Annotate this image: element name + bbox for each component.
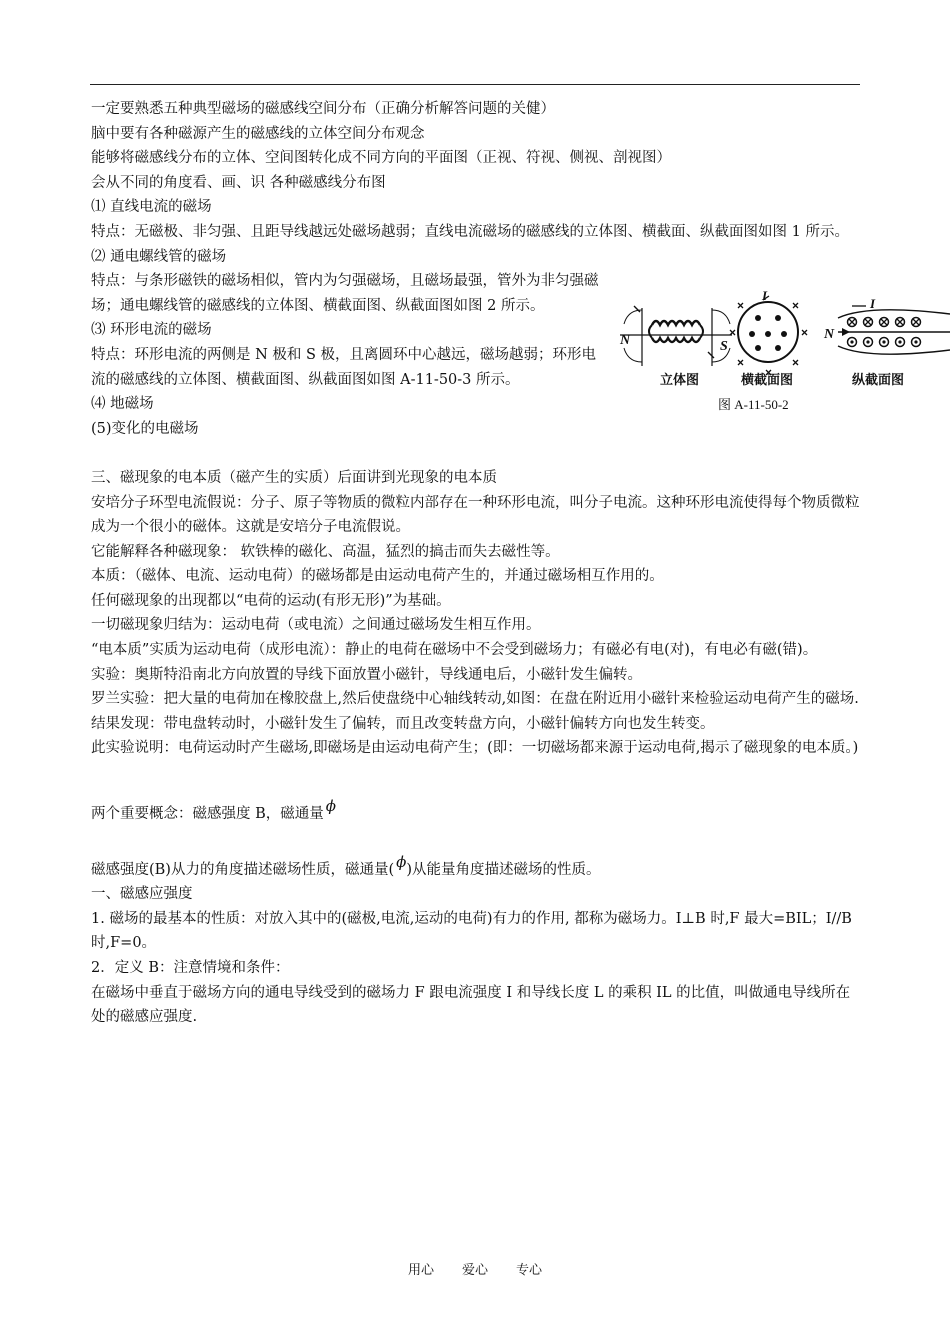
solenoid-figure	[612, 278, 950, 418]
paragraph: 1. 磁场的最基本的性质：对放入其中的(磁极,电流,运动的电荷)有力的作用, 都称为磁场力。I⊥B 时,F 最大=BIL；I//B 时,F=0。	[91, 910, 852, 952]
section-heading: 三、磁现象的电本质（磁产生的实质）后面讲到光现象的电本质	[91, 469, 497, 486]
letter-i-long: I	[870, 296, 876, 311]
paragraph: 此实验说明：电荷运动时产生磁场,即磁场是由运动电荷产生；(即：一切磁场都来源于运动电荷,揭示了磁现象的电本质。)	[91, 740, 859, 757]
concept-text: )从能量角度描述磁场的性质。	[406, 861, 601, 878]
concept-text: 两个重要概念：磁感强度 B，磁通量	[91, 806, 324, 823]
label-longitudinal-section: 纵截面图	[852, 372, 905, 387]
solenoid-diagram	[612, 278, 950, 394]
paragraph: 会从不同的角度看、画、识 各种磁感线分布图	[91, 174, 386, 191]
paragraph: 结果发现：带电盘转动时，小磁针发生了偏转，而且改变转盘方向，小磁针偏转方向也发生转变。	[91, 715, 715, 732]
phi-symbol: ϕ	[325, 797, 336, 816]
section-heading: ⑴ 直线电流的磁场	[91, 199, 212, 216]
paragraph: 任何磁现象的出现都以“电荷的运动(有形无形)”为基础。	[91, 592, 451, 609]
section-heading: ⑶ 环形电流的磁场	[91, 322, 212, 339]
concept-text: 磁感强度(B)从力的角度描述磁场性质，磁通量(	[91, 861, 395, 878]
footer-word: 用心	[407, 1263, 434, 1278]
paragraph: 2．定义 B：注意情境和条件：	[91, 960, 290, 976]
section-heading: (5)变化的电磁场	[91, 420, 199, 437]
phi-symbol: ϕ	[396, 852, 407, 871]
paragraph: 在磁场中垂直于磁场方向的通电导线受到的磁场力 F 跟电流强度 I 和导线长度 L 的乘积 IL 的比值，叫做通电导线所在处的磁感应强度.	[91, 984, 851, 1026]
header-rule	[90, 84, 860, 85]
paragraph: 实验：奥斯特沿南北方向放置的导线下面放置小磁针，导线通电后，小磁针发生偏转。	[91, 666, 642, 683]
document-body	[91, 97, 861, 1030]
concept-line	[91, 852, 861, 883]
footer-word: 专心	[516, 1263, 543, 1278]
paragraph: 安培分子环型电流假说：分子、原子等物质的微粒内部存在一种环形电流，叫分子电流。这种环形电流使得每个物质微粒成为一个很小的磁体。这就是安培分子电流假说。	[91, 494, 860, 536]
section-heading: ⑷ 地磁场	[91, 396, 154, 413]
page-footer	[0, 1259, 950, 1278]
concept-line	[91, 797, 861, 827]
label-cross-section: 横截面图	[741, 372, 794, 387]
paragraph: 特点：无磁极、非匀强、且距导线越远处磁场越弱；直线电流磁场的磁感线的立体图、横截面、纵截面图如图 1 所示。	[91, 223, 849, 240]
paragraph: 本质：（磁体、电流、运动电荷）的磁场都是由运动电荷产生的，并通过磁场相互作用的。	[91, 568, 664, 585]
paragraph: 一切磁现象归结为：运动电荷（或电流）之间通过磁场发生相互作用。	[91, 617, 541, 634]
paragraph: 特点：环形电流的两侧是 N 极和 S 极，且离圆环中心越远，磁场越弱；环形电流的磁感线的立体图、横截面图、纵截面图如图 A-11-50-3 所示。	[91, 346, 597, 388]
label-3d-view: 立体图	[660, 372, 700, 387]
footer-word: 爱心	[461, 1263, 488, 1278]
paragraph: 脑中要有各种磁源产生的磁感线的立体空间分布观念	[91, 125, 425, 142]
paragraph: 罗兰实验：把大量的电荷加在橡胶盘上,然后使盘绕中心轴线转动,如图：在盘在附近用小磁针来检验运动电荷产生的磁场.	[91, 691, 859, 708]
paragraph: 特点：与条形磁铁的磁场相似，管内为匀强磁场，且磁场最强，管外为非匀强磁场；通电螺线管的磁感线的立体图、横截面图、纵截面图如图 2 所示。	[91, 273, 599, 314]
letter-n: N	[620, 333, 631, 348]
solenoid-3d-view	[620, 306, 732, 366]
solenoid-longitudinal-section	[838, 306, 950, 354]
letter-s: S	[720, 339, 728, 354]
solenoid-cross-section	[730, 296, 807, 375]
letter-i-cross: I	[762, 288, 768, 303]
figure-caption: 图 A-11-50-2	[718, 397, 789, 412]
paragraph: “电本质”实质为运动电荷（成形电流）：静止的电荷在磁场中不会受到磁场力；有磁必有电(对)，有电必有磁(错)。	[91, 642, 818, 659]
paragraph: 能够将磁感线分布的立体、空间图转化成不同方向的平面图（正视、符视、侧视、剖视图）	[91, 150, 671, 167]
paragraph: 一定要熟悉五种典型磁场的磁感线空间分布（正确分析解答问题的关健）	[91, 101, 555, 117]
paragraph: 它能解释各种磁现象： 软铁棒的磁化、高温，猛烈的搞击而失去磁性等。	[91, 543, 560, 560]
section-heading: ⑵ 通电螺线管的磁场	[91, 248, 227, 265]
letter-n-long: N	[824, 327, 835, 342]
section-heading: 一、磁感应强度	[91, 886, 193, 903]
